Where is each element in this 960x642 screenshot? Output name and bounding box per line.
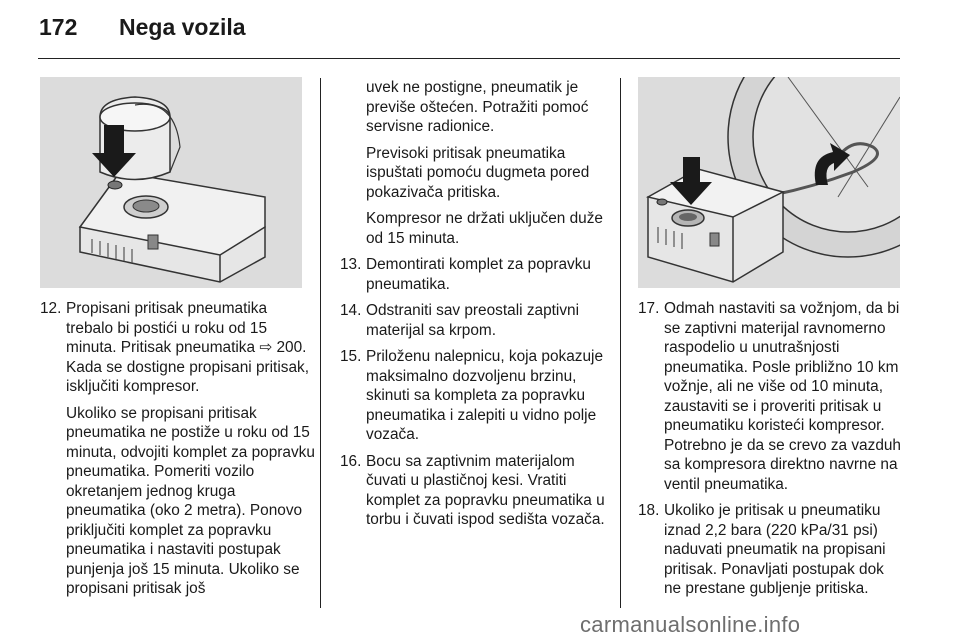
step-text: Ukoliko je pritisak u pneumatiku iznad 2,2 bara (220 kPa/31 psi) naduvati pneumatik na propisani pritisak. Ponavljati postupak dok ne prestane gubljenje pritiska.: [664, 502, 886, 597]
step-text: Priloženu nalepnicu, koja pokazuje maksimalno dozvoljenu brzinu, skinuti sa kompleta za popravku pneumatika i zalepiti u vidno polje vozača.: [366, 348, 603, 443]
step-text: Propisani pritisak pneumatika trebalo bi postići u roku od 15 minuta. Pritisak pneumatika ⇨ 200. Kada se dostigne propisani pritisak, isključiti kompresor.: [66, 300, 309, 395]
step-12: [40, 299, 315, 397]
column-divider-right: [620, 78, 621, 608]
compressor-button-illustration: [40, 77, 302, 288]
header-rule: [38, 58, 900, 59]
middle-column: [340, 78, 615, 537]
step-15: [340, 347, 615, 445]
runtime-limit-paragraph: Kompresor ne držati uključen duže od 15 minuta.: [366, 210, 603, 247]
step-number: 16.: [340, 452, 362, 470]
step-text: Odmah nastaviti sa vožnjom, da bi se zaptivni materijal ravnomerno raspodelio u unutrašnjosti pneumatika. Posle približno 10 km vožnje, ali ne više od 10 minuta, zaustaviti se i proveriti pritisak u pneumatiku koristeći kompresor. Potrebno je da se crevo za vazduh sa kompresora direktno navrne na ventil pneumatika.: [664, 300, 901, 493]
step-18: [638, 501, 903, 599]
column-divider-left: [320, 78, 321, 608]
step-number: 14.: [340, 302, 362, 319]
compressor-tyre-hose-illustration: [638, 77, 900, 288]
step-number: 12.: [40, 300, 62, 317]
step-number: 18.: [638, 502, 660, 519]
watermark: carmanualsonline.info: [580, 612, 801, 637]
step-number: 15.: [340, 348, 362, 365]
page-number: 172: [39, 14, 78, 40]
step-number: 17.: [638, 300, 660, 317]
right-column: [638, 299, 903, 606]
step-text: Bocu sa zaptivnim materijalom čuvati u plastičnoj kesi. Vratiti komplet za popravku pneumatika u torbu i čuvati ispod sedišta vozača.: [366, 452, 605, 528]
step-13: [340, 255, 615, 294]
continuation-paragraph: uvek ne postigne, pneumatik je previše oštećen. Potražiti pomoć servisne radionice.: [366, 79, 589, 135]
pressure-release-paragraph: Previsoki pritisak pneumatika ispuštati pomoću dugmeta pored pokazivača pritiska.: [366, 144, 590, 201]
step-text: Odstraniti sav preostali zaptivni materijal sa krpom.: [366, 302, 579, 339]
left-column: [40, 299, 315, 606]
step-12-note: Ukoliko se propisani pritisak pneumatika ne postiže u roku od 15 minuta, odvojiti komplet za popravku pneumatika. Pomeriti vozilo okretanjem jednog kruga pneumatika (oko 2 metra). Ponovo priključiti komplet za popravku pneumatika i nastaviti postupak punjenja još 15 minuta. Ukoliko se propisani pritisak još: [66, 404, 315, 597]
step-14: [340, 301, 615, 340]
page-title: Nega vozila: [119, 14, 246, 40]
step-text: Demontirati komplet za popravku pneumatika.: [366, 256, 591, 293]
step-17: [638, 299, 903, 494]
step-number: 13.: [340, 256, 362, 273]
step-16: [340, 452, 615, 530]
